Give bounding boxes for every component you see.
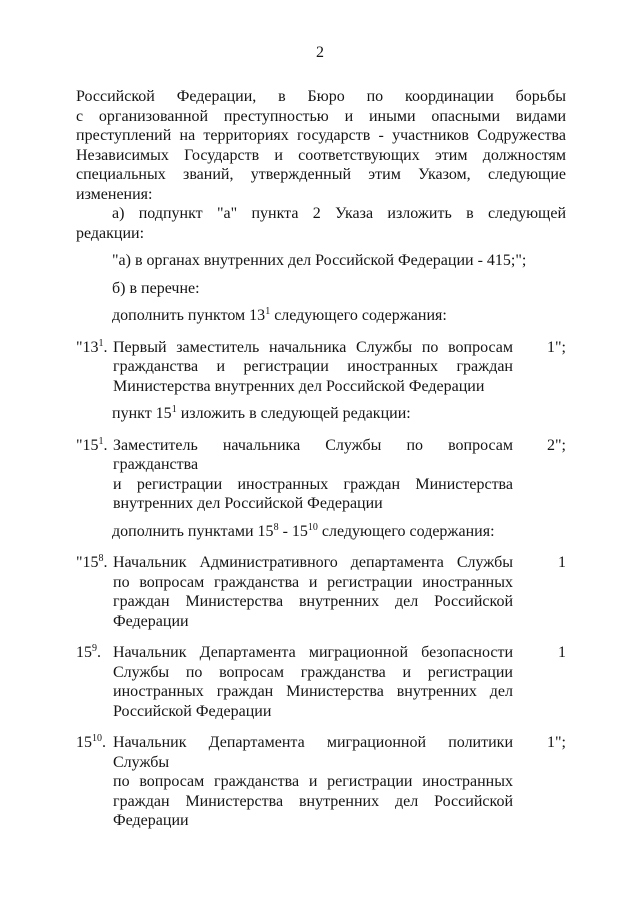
instruction-text: следующего содержания: [270, 307, 447, 324]
entry-number-text: 15 [76, 644, 92, 661]
entry-number-dot: . [103, 554, 108, 571]
entry-quantity: 1"; [547, 338, 566, 356]
entry-line: по вопросам гражданства и регистрации иностранных [113, 773, 513, 790]
item-a-quote: "а) в органах внутренних дел Российской Федерации - 415;"; [112, 252, 527, 269]
entry-line: Федерации [113, 812, 189, 829]
entry-15-9 [76, 643, 566, 721]
entry-line: по вопросам гражданства и регистрации иностранных [113, 573, 513, 591]
intro-line: Независимых Государств и соответствующих этим должностям [76, 146, 566, 164]
entry-15-1 [76, 436, 566, 514]
entry-number-text: "15 [76, 436, 99, 454]
page-number: 2 [316, 44, 324, 61]
document-body [76, 87, 566, 831]
entry-15-8 [76, 553, 566, 631]
instruction-text: дополнить пунктами 15 [112, 522, 274, 540]
entry-number-dot: . [102, 734, 106, 751]
instruction-text: пункт 15 [112, 405, 172, 422]
entry-line: Заместитель начальника Службы по вопросам гражданства [113, 436, 513, 473]
instruction-text: дополнить пунктом 13 [112, 307, 266, 324]
entry-number [76, 643, 116, 663]
intro-paragraph [76, 87, 566, 204]
intro-line: изменения: [76, 185, 153, 203]
instruction-text: следующего содержания: [317, 522, 495, 540]
entry-text [113, 436, 526, 514]
superscript: 1 [98, 435, 104, 447]
superscript: 1 [265, 306, 271, 317]
entry-15-10 [76, 733, 566, 831]
item-a-paragraph [76, 204, 566, 243]
entry-line: внутренних дел Российской Федерации [113, 495, 383, 512]
entry-line: граждан Министерства внутренних дел Российской [113, 792, 513, 810]
intro-line: с организованной преступностью и иными опасными видами [76, 107, 566, 125]
entry-quantity: 2"; [547, 436, 566, 454]
entry-text [113, 553, 526, 631]
superscript: 9 [92, 643, 97, 654]
item-a-line: редакции: [76, 224, 145, 242]
superscript: 1 [171, 404, 177, 415]
add-13-instruction [76, 306, 566, 326]
entry-number [76, 338, 116, 358]
entry-text [113, 733, 526, 831]
entry-text [113, 643, 526, 721]
intro-line: преступлений на территориях государств - участников Содружества [76, 127, 566, 144]
entry-line: Российской Федерации [113, 702, 272, 720]
point-15-instruction [76, 404, 566, 424]
instruction-text: изложить в следующей редакции: [176, 405, 411, 422]
entry-number-dot: . [103, 436, 108, 454]
add-15-instruction [76, 522, 566, 542]
entry-line: граждан Министерства внутренних дел Российской [113, 593, 513, 610]
entry-number-dot: . [97, 644, 101, 661]
entry-line: Начальник Департамента миграционной безопасности [113, 644, 513, 661]
superscript: 10 [307, 521, 318, 533]
entry-line: Министерства внутренних дел Российской Федерации [113, 377, 485, 395]
entry-line: и регистрации иностранных граждан Министерства [113, 475, 513, 493]
entry-text [113, 338, 526, 397]
entry-line: гражданства и регистрации иностранных граждан [113, 358, 513, 375]
entry-line: Федерации [113, 612, 189, 630]
entry-number [76, 436, 116, 456]
entry-line: иностранных граждан Министерства внутренних дел [113, 683, 513, 700]
entry-number [76, 553, 116, 573]
superscript: 8 [273, 521, 279, 533]
superscript: 1 [98, 337, 104, 349]
entry-13-1 [76, 338, 566, 397]
intro-line: специальных званий, утвержденный этим Указом, следующие [76, 166, 566, 183]
entry-line: Начальник Департамента миграционной политики Службы [113, 734, 513, 771]
entry-line: Службы по вопросам гражданства и регистрации [113, 663, 513, 681]
entry-number-text: "15 [76, 554, 99, 571]
item-b: б) в перечне: [112, 279, 200, 297]
entry-number-text: 15 [76, 734, 92, 751]
entry-line: Начальник Административного департамента Службы [113, 554, 513, 571]
instruction-text: - 15 [278, 522, 308, 540]
entry-quantity: 1 [558, 554, 566, 571]
superscript: 10 [92, 733, 102, 744]
entry-number-dot: . [103, 338, 108, 356]
entry-quantity: 1"; [547, 734, 566, 751]
item-a-line: а) подпункт "а" пункта 2 Указа изложить в следующей [112, 205, 566, 222]
superscript: 8 [98, 553, 104, 564]
entry-number-text: "13 [76, 338, 99, 356]
entry-quantity: 1 [558, 644, 566, 661]
entry-number [76, 733, 116, 753]
intro-line: Российской Федерации, в Бюро по координации борьбы [76, 88, 566, 105]
entry-line: Первый заместитель начальника Службы по вопросам [113, 338, 513, 356]
